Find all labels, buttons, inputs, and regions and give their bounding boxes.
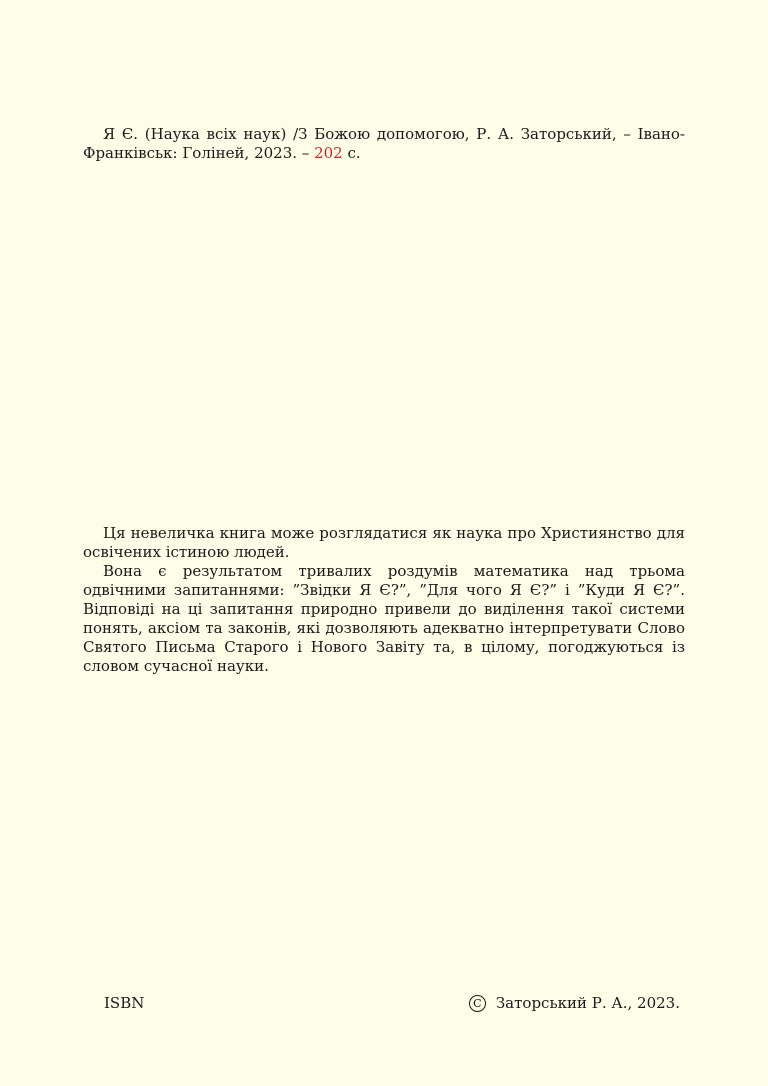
isbn-label: ISBN: [104, 994, 145, 1012]
citation-text: Я Є. (Наука всіх наук) /З Божою допомогою, Р. А. Заторський, – Івано-Франківськ: Голіней, 2023. –: [83, 125, 685, 162]
abstract-paragraph-1: Ця невеличка книга може розглядатися як наука про Християнство для освічених істиною людей.: [83, 524, 685, 561]
copyright-text: Заторський Р. А., 2023.: [495, 994, 680, 1012]
bibliographic-citation: [83, 125, 685, 163]
citation-paragraph: [83, 125, 685, 163]
citation-suffix: с.: [342, 144, 361, 162]
abstract-paragraph-2: Вона є результатом тривалих роздумів математика над трьома одвічними запитаннями: ”Звідки Я Є?”, ”Для чого Я Є?” і ”Куди Я Є?”. Відповіді на ці запитання природно привели до виділення такої системи понять, аксіом та законів, які дозволяють адекватно інтерпретувати Слово Святого Письма Старого і Нового Завіту та, в цілому, погоджуються із словом сучасної науки.: [83, 562, 685, 675]
copyright-notice: [469, 994, 680, 1013]
book-abstract: [83, 524, 685, 676]
copyright-icon: C: [469, 995, 486, 1012]
page-count: 202: [314, 144, 343, 162]
